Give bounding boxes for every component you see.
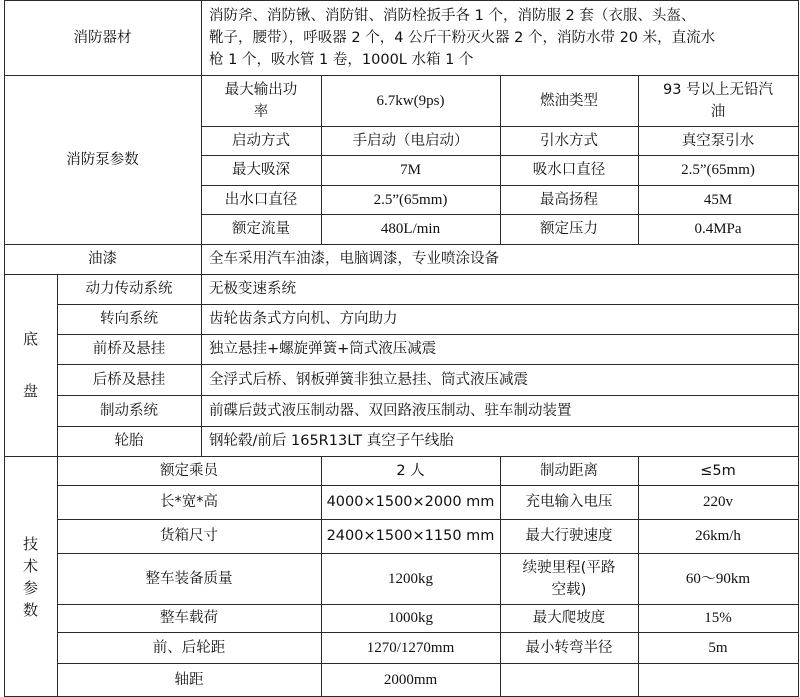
tech-key-line: 续驶里程(平路: [522, 559, 616, 576]
paint-text: 全车采用汽车油漆，电脑调漆，专业喷涂设备: [209, 251, 499, 267]
pump-key-line: 率: [253, 103, 269, 120]
pump-label: 消防泵参数: [66, 151, 139, 168]
chassis-value: 齿轮齿条式方向机、方向助力: [209, 311, 398, 327]
pump-value: [638, 75, 798, 126]
chassis-value: 前碟后鼓式液压制动器、双回路液压制动、驻车制动装置: [209, 402, 572, 419]
pump-key: 额定流量: [232, 221, 290, 237]
paint-label: 油漆: [88, 251, 117, 267]
chassis-value: 全浮式后桥、钢板弹簧非独立悬挂、筒式液压减震: [209, 371, 528, 388]
pump-key: [201, 75, 321, 126]
tech-key: 前、后轮距: [152, 639, 226, 656]
chassis-key: 后桥及悬挂: [92, 371, 166, 388]
chassis-label-char: 盘: [22, 382, 38, 400]
pump-value: 0.4MPa: [694, 221, 742, 237]
pump-key: 额定压力: [540, 221, 598, 237]
chassis-key: 轮胎: [114, 433, 144, 449]
chassis-key: 动力传动系统: [85, 281, 173, 297]
tech-value: 26km/h: [695, 528, 741, 544]
tech-value: 15%: [704, 610, 732, 626]
tech-key: [500, 663, 638, 696]
pump-value: 2.5”(65mm): [373, 191, 448, 208]
tech-label-char: 术: [22, 556, 38, 575]
tech-key: 最大行驶速度: [525, 528, 613, 544]
tech-value: 2000mm: [383, 671, 438, 688]
tech-label-char: 参: [22, 578, 38, 597]
chassis-label: [4, 274, 57, 456]
chassis-value: 钢轮毂/前后 165R13LT 真空子午线胎: [209, 433, 454, 449]
pump-value: 真空泵引水: [681, 132, 755, 149]
chassis-value: 独立悬挂+螺旋弹簧+筒式液压减震: [209, 341, 437, 357]
pump-value: 2.5”(65mm): [681, 162, 755, 178]
tech-value: 2400×1500×1150 mm: [326, 528, 495, 544]
pump-value: 7M: [400, 162, 421, 178]
chassis-key: 前桥及悬挂: [92, 341, 166, 357]
tech-value: 4000×1500×2000 mm: [326, 494, 495, 510]
equipment-line: 枪 1 个，吸水管 1 卷，1000L 水箱 1 个: [209, 51, 474, 68]
tech-key: 最小转弯半径: [525, 639, 613, 656]
tech-key: 充电输入电压: [525, 494, 613, 510]
pump-value: 6.7kw(9ps): [376, 92, 445, 109]
tech-value: [638, 663, 798, 696]
pump-value-line: 油: [710, 103, 726, 120]
tech-key: 整车装备质量: [145, 570, 233, 587]
equipment-label: 消防器材: [73, 29, 132, 46]
chassis-label-char: 底: [22, 330, 38, 348]
pump-key: 最大吸深: [232, 162, 290, 178]
pump-value: 手启动（电启动）: [352, 132, 469, 149]
pump-value: 480L/min: [380, 221, 441, 237]
tech-value: ≤5m: [700, 462, 736, 479]
tech-key: 最大爬坡度: [532, 610, 606, 626]
tech-key: 货箱尺寸: [160, 528, 218, 544]
tech-key: 轴距: [174, 671, 204, 688]
pump-key: 启动方式: [232, 132, 290, 149]
pump-key: 吸水口直径: [532, 162, 606, 178]
tech-key: 长*宽*高: [160, 494, 218, 510]
equipment-line: 靴子，腰带），呼吸器 2 个，4 公斤干粉灭火器 2 个，消防水带 20 米，直流水: [209, 29, 716, 46]
pump-value: 45M: [703, 191, 733, 208]
tech-key: 制动距离: [540, 462, 598, 479]
tech-label: [4, 456, 57, 697]
tech-value: 5m: [708, 639, 728, 656]
tech-value: 60～90km: [685, 570, 751, 587]
chassis-value: 无极变速系统: [209, 281, 296, 297]
pump-key: 引水方式: [540, 132, 598, 149]
pump-value-line: 93 号以上无铅汽: [662, 81, 774, 98]
equipment-line: 消防斧、消防锹、消防钳、消防栓扳手各 1 个，消防服 2 套（衣服、头盔、: [209, 7, 696, 24]
tech-value: 220v: [703, 494, 733, 510]
tech-value: 1200kg: [388, 570, 433, 587]
tech-value: 1000kg: [388, 610, 433, 626]
tech-key: 额定乘员: [160, 462, 218, 479]
tech-key-line: 空载): [551, 581, 587, 598]
tech-label-char: 技: [22, 534, 38, 553]
pump-key-line: 最大输出功: [224, 81, 298, 98]
equipment-text: [201, 0, 798, 75]
tech-value: 1270/1270mm: [366, 639, 455, 656]
pump-key: 燃油类型: [540, 92, 598, 109]
pump-key: 出水口直径: [224, 191, 298, 208]
tech-value: 2 人: [396, 462, 425, 479]
tech-key: [500, 553, 638, 604]
chassis-key: 制动系统: [100, 402, 158, 419]
chassis-key: 转向系统: [100, 311, 158, 327]
pump-key: 最高扬程: [540, 191, 598, 208]
tech-key: 整车载荷: [160, 610, 218, 626]
tech-label-char: 数: [22, 600, 38, 619]
